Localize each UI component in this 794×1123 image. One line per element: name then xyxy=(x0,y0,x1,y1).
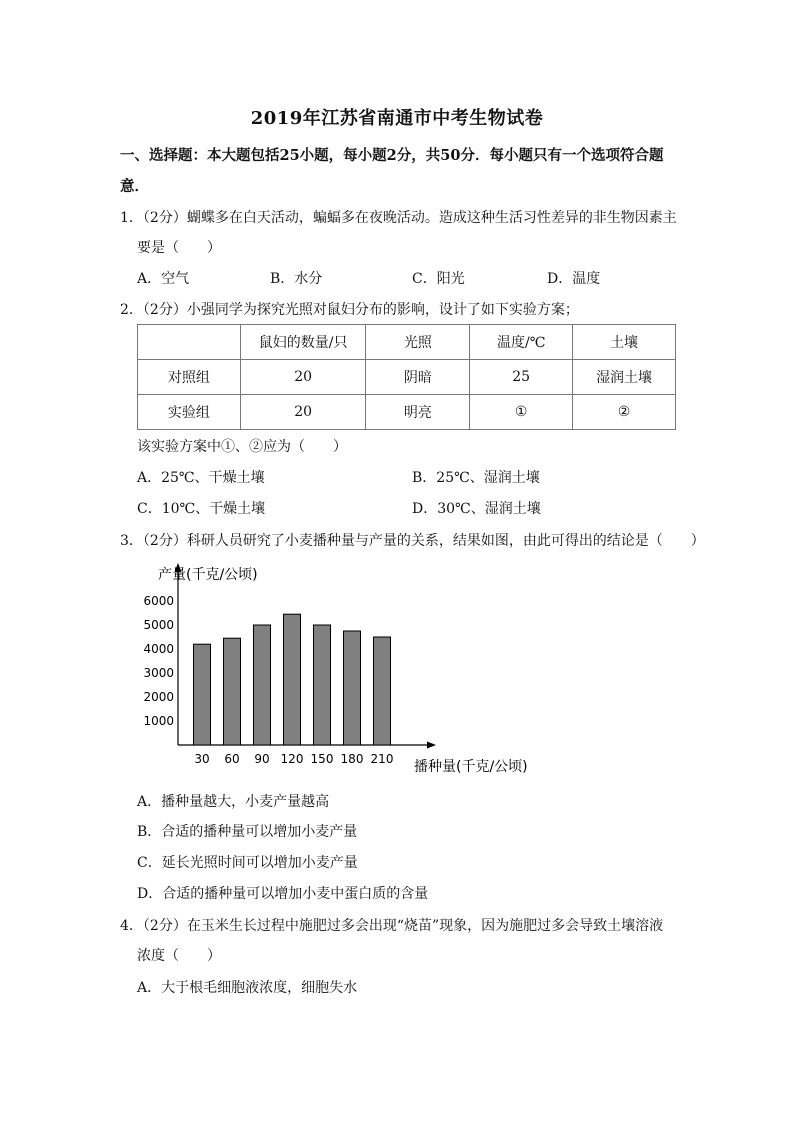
chart-bars xyxy=(194,614,391,745)
y-tick-label: 3000 xyxy=(143,666,174,680)
x-tick-label: 210 xyxy=(370,752,394,766)
table-header-cell: 鼠妇的数量/只 xyxy=(240,325,366,360)
x-tick-label: 120 xyxy=(280,752,304,766)
x-axis-arrow-icon xyxy=(427,742,436,749)
y-axis-label: 产量(千克/公顷) xyxy=(158,567,258,583)
bar-150 xyxy=(314,625,331,745)
question-2-option-a: A．25℃、干燥土壤 xyxy=(137,470,265,486)
y-tick-label: 6000 xyxy=(143,594,174,608)
table-cell: 实验组 xyxy=(138,395,241,430)
bar-90 xyxy=(254,625,271,745)
question-1-option-c: C．阳光 xyxy=(412,271,465,287)
question-3-option-b: B．合适的播种量可以增加小麦产量 xyxy=(137,824,358,840)
question-2-prompt: 该实验方案中①、②应为（ ） xyxy=(137,439,347,455)
question-1-line1: 1．（2分）蝴蝶多在白天活动，蝙蝠多在夜晚活动。造成这种生活习性差异的非生物因素主 xyxy=(120,210,677,226)
table-cell: 25 xyxy=(470,360,573,395)
question-1-option-d: D．温度 xyxy=(547,271,601,287)
table-cell: 阴暗 xyxy=(366,360,470,395)
section-heading-line1: 一、选择题：本大题包括25小题，每小题2分，共50分．每小题只有一个选项符合题 xyxy=(120,147,664,164)
page-title: 2019年江苏省南通市中考生物试卷 xyxy=(250,108,544,129)
chart-axes xyxy=(158,563,528,775)
y-tick-labels xyxy=(143,594,174,728)
table-header-cell: 光照 xyxy=(366,325,470,360)
y-tick-label: 2000 xyxy=(143,690,174,704)
x-tick-label: 150 xyxy=(310,752,334,766)
bar-210 xyxy=(374,637,391,745)
x-tick-label: 60 xyxy=(224,752,240,766)
question-1-line2: 要是（ ） xyxy=(137,240,221,256)
table-cell: 对照组 xyxy=(138,360,241,395)
x-tick-label: 90 xyxy=(254,752,270,766)
question-2-option-d: D．30℃、湿润土壤 xyxy=(412,501,541,517)
question-3-option-a: A．播种量越大，小麦产量越高 xyxy=(137,794,330,810)
bar-120 xyxy=(284,614,301,745)
question-4-option-a: A．大于根毛细胞液浓度，细胞失水 xyxy=(137,980,358,996)
bar-30 xyxy=(194,644,211,745)
table-cell: 湿润土壤 xyxy=(573,360,676,395)
question-3-line1: 3．（2分）科研人员研究了小麦播种量与产量的关系，结果如图，由此可得出的结论是（ ） xyxy=(120,533,705,549)
question-4-line1: 4．（2分）在玉米生长过程中施肥过多会出现“烧苗”现象，因为施肥过多会导致土壤溶液 xyxy=(120,918,664,934)
question-3-option-d: D．合适的播种量可以增加小麦中蛋白质的含量 xyxy=(137,886,429,902)
x-tick-label: 30 xyxy=(194,752,210,766)
table-cell: ① xyxy=(470,395,573,430)
bar-180 xyxy=(344,631,361,745)
table-cell: ② xyxy=(573,395,676,430)
question-1-option-b: B．水分 xyxy=(270,271,323,287)
table-header-cell: 温度/℃ xyxy=(470,325,573,360)
question-2-option-b: B．25℃、湿润土壤 xyxy=(412,470,540,486)
table-header-cell: 土壤 xyxy=(573,325,676,360)
y-tick-label: 5000 xyxy=(143,618,174,632)
seeding-yield-bar-chart xyxy=(140,555,560,785)
x-tick-labels xyxy=(194,752,393,766)
table-header-cell xyxy=(138,325,241,360)
table-header-row xyxy=(138,325,676,360)
section-heading-line2: 意． xyxy=(120,178,149,195)
table-cell: 20 xyxy=(240,395,366,430)
question-3-option-c: C．延长光照时间可以增加小麦产量 xyxy=(137,855,358,871)
table-cell: 明亮 xyxy=(366,395,470,430)
question-4-line2: 浓度（ ） xyxy=(137,948,221,964)
table-cell: 20 xyxy=(240,360,366,395)
question-1-option-a: A．空气 xyxy=(137,271,190,287)
y-tick-label: 4000 xyxy=(143,642,174,656)
bar-60 xyxy=(224,638,241,745)
experiment-table xyxy=(137,324,676,430)
question-2-option-c: C．10℃、干燥土壤 xyxy=(137,501,266,517)
table-row xyxy=(138,360,676,395)
x-axis-label: 播种量(千克/公顷) xyxy=(414,759,528,775)
table-row xyxy=(138,395,676,430)
y-tick-label: 1000 xyxy=(143,714,174,728)
x-tick-label: 180 xyxy=(340,752,364,766)
question-2-line1: 2．（2分）小强同学为探究光照对鼠妇分布的影响，设计了如下实验方案； xyxy=(120,302,579,318)
